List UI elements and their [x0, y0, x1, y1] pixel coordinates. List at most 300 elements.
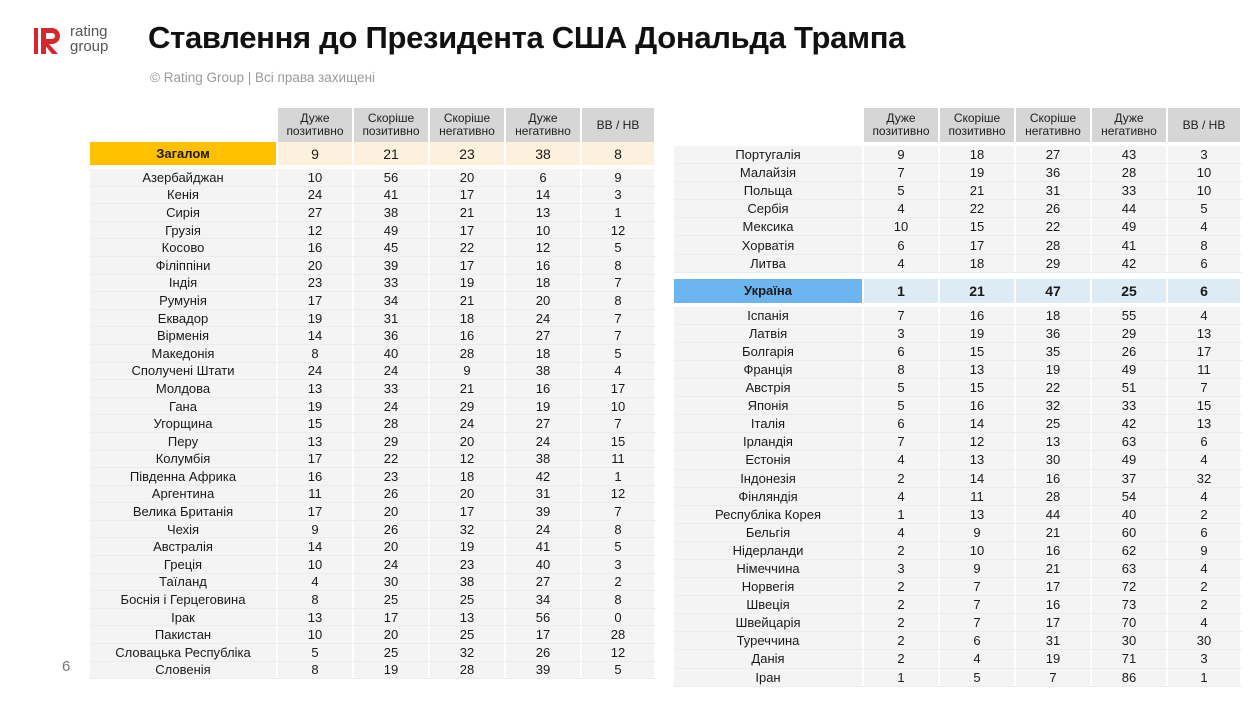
value-cell: 21 [430, 380, 506, 397]
value-cell: 6 [940, 632, 1016, 649]
table-row [90, 662, 656, 680]
value-cell: 2 [582, 574, 656, 591]
value-cell: 72 [1092, 578, 1168, 595]
value-cell: 7 [582, 275, 656, 292]
value-cell: 18 [940, 255, 1016, 272]
country-name: Перу [90, 433, 278, 450]
value-cell: 26 [1016, 200, 1092, 217]
header-blank-cell [674, 108, 864, 142]
value-cell: 28 [430, 662, 506, 679]
value-cell: 1 [1168, 669, 1242, 686]
value-cell: 14 [940, 470, 1016, 487]
table-row [90, 538, 656, 556]
value-cell: 1 [864, 279, 940, 303]
table-row [90, 187, 656, 205]
value-cell: 23 [430, 556, 506, 573]
value-cell: 14 [278, 538, 354, 555]
country-name: Південна Африка [90, 468, 278, 485]
table-row [674, 488, 1242, 506]
value-cell: 30 [1016, 451, 1092, 468]
value-cell: 12 [582, 222, 656, 239]
page-number: 6 [62, 658, 71, 675]
value-cell: 19 [278, 398, 354, 415]
value-cell: 10 [940, 542, 1016, 559]
table-row [90, 451, 656, 469]
value-cell: 16 [940, 397, 1016, 414]
value-cell: 8 [1168, 236, 1242, 253]
country-name: Кенія [90, 187, 278, 204]
value-cell: 17 [430, 187, 506, 204]
value-cell: 2 [1168, 506, 1242, 523]
value-cell: 49 [1092, 218, 1168, 235]
value-cell: 11 [582, 451, 656, 468]
value-cell: 5 [582, 538, 656, 555]
value-cell: 5 [582, 239, 656, 256]
value-cell: 38 [354, 204, 430, 221]
value-cell: 29 [1092, 325, 1168, 342]
value-cell: 56 [354, 169, 430, 186]
value-cell: 5 [278, 644, 354, 661]
country-name: Іспанія [674, 307, 864, 324]
value-cell: 47 [1016, 279, 1092, 303]
value-cell: 30 [1168, 632, 1242, 649]
value-cell: 9 [864, 146, 940, 163]
value-cell: 22 [430, 239, 506, 256]
value-cell: 54 [1092, 488, 1168, 505]
value-cell: 9 [430, 363, 506, 380]
value-cell: 13 [506, 204, 582, 221]
value-cell: 24 [278, 187, 354, 204]
country-name: Вірменія [90, 327, 278, 344]
value-cell: 5 [864, 182, 940, 199]
value-cell: 20 [354, 538, 430, 555]
value-cell: 49 [354, 222, 430, 239]
copyright-notice: © Rating Group | Всі права захищені [150, 70, 376, 85]
column-header: Скоріше негативно [1016, 108, 1092, 142]
value-cell: 8 [582, 142, 656, 165]
value-cell: 39 [506, 503, 582, 520]
value-cell: 6 [1168, 433, 1242, 450]
value-cell: 12 [940, 433, 1016, 450]
country-name: Австралія [90, 538, 278, 555]
value-cell: 24 [278, 363, 354, 380]
value-cell: 16 [278, 468, 354, 485]
value-cell: 24 [506, 310, 582, 327]
value-cell: 7 [582, 310, 656, 327]
value-cell: 1 [864, 506, 940, 523]
country-name: Угорщина [90, 415, 278, 432]
value-cell: 45 [354, 239, 430, 256]
value-cell: 60 [1092, 524, 1168, 541]
table-row [674, 307, 1242, 325]
country-name: Туреччина [674, 632, 864, 649]
value-cell: 11 [1168, 361, 1242, 378]
table-row [674, 236, 1242, 254]
table-row [90, 503, 656, 521]
value-cell: 30 [354, 574, 430, 591]
value-cell: 17 [430, 503, 506, 520]
table-row [90, 644, 656, 662]
value-cell: 27 [506, 574, 582, 591]
value-cell: 71 [1092, 650, 1168, 667]
value-cell: 16 [506, 380, 582, 397]
value-cell: 10 [1168, 182, 1242, 199]
value-cell: 15 [278, 415, 354, 432]
value-cell: 19 [1016, 361, 1092, 378]
country-name: Чехія [90, 521, 278, 538]
value-cell: 28 [1092, 164, 1168, 181]
value-cell: 7 [864, 164, 940, 181]
value-cell: 22 [1016, 218, 1092, 235]
value-cell: 38 [506, 142, 582, 165]
value-cell: 20 [354, 503, 430, 520]
value-cell: 2 [864, 470, 940, 487]
value-cell: 7 [1016, 669, 1092, 686]
value-cell: 7 [940, 614, 1016, 631]
value-cell: 38 [430, 574, 506, 591]
value-cell: 1 [582, 468, 656, 485]
value-cell: 42 [1092, 415, 1168, 432]
header-blank-cell [90, 108, 278, 142]
country-name: Швеція [674, 596, 864, 613]
value-cell: 8 [582, 257, 656, 274]
value-cell: 31 [354, 310, 430, 327]
value-cell: 13 [940, 451, 1016, 468]
value-cell: 8 [278, 345, 354, 362]
table-row [674, 397, 1242, 415]
value-cell: 19 [278, 310, 354, 327]
country-name: Італія [674, 415, 864, 432]
value-cell: 49 [1092, 361, 1168, 378]
table-row [90, 468, 656, 486]
value-cell: 2 [1168, 578, 1242, 595]
value-cell: 2 [1168, 596, 1242, 613]
page-title: Ставлення до Президента США Дональда Трампа [148, 20, 906, 55]
value-cell: 5 [582, 662, 656, 679]
country-name: Іран [674, 669, 864, 686]
value-cell: 39 [506, 662, 582, 679]
column-header: ВВ / НВ [1168, 108, 1242, 142]
value-cell: 44 [1016, 506, 1092, 523]
value-cell: 25 [430, 591, 506, 608]
country-name: Республіка Корея [674, 506, 864, 523]
table-row [90, 433, 656, 451]
value-cell: 63 [1092, 560, 1168, 577]
value-cell: 6 [1168, 279, 1242, 303]
value-cell: 9 [278, 142, 354, 165]
table-row [674, 361, 1242, 379]
value-cell: 11 [278, 486, 354, 503]
value-cell: 26 [1092, 343, 1168, 360]
country-name: Гана [90, 398, 278, 415]
logo-text [70, 24, 108, 54]
table-row [674, 200, 1242, 218]
value-cell: 25 [354, 591, 430, 608]
country-name: Сербія [674, 200, 864, 217]
value-cell: 16 [1016, 542, 1092, 559]
country-name: Фінляндія [674, 488, 864, 505]
value-cell: 37 [1092, 470, 1168, 487]
value-cell: 16 [940, 307, 1016, 324]
value-cell: 15 [582, 433, 656, 450]
value-cell: 4 [864, 488, 940, 505]
value-cell: 33 [1092, 182, 1168, 199]
table-row [90, 327, 656, 345]
table-row [674, 614, 1242, 632]
value-cell: 9 [582, 169, 656, 186]
table-row [674, 451, 1242, 469]
country-name: Литва [674, 255, 864, 272]
value-cell: 51 [1092, 379, 1168, 396]
table-row [90, 626, 656, 644]
value-cell: 6 [1168, 255, 1242, 272]
table-row [674, 578, 1242, 596]
logo-r-icon [34, 26, 64, 56]
value-cell: 3 [1168, 146, 1242, 163]
value-cell: 18 [1016, 307, 1092, 324]
country-name: Таїланд [90, 574, 278, 591]
value-cell: 20 [506, 292, 582, 309]
value-cell: 4 [864, 200, 940, 217]
company-logo [34, 24, 124, 58]
value-cell: 16 [506, 257, 582, 274]
table-row [90, 415, 656, 433]
column-header: ВВ / НВ [582, 108, 656, 142]
value-cell: 17 [506, 626, 582, 643]
country-name: Боснія і Герцеговина [90, 591, 278, 608]
value-cell: 39 [354, 257, 430, 274]
value-cell: 13 [430, 609, 506, 626]
table-row [674, 596, 1242, 614]
table-row [90, 380, 656, 398]
country-name: Мексика [674, 218, 864, 235]
value-cell: 24 [354, 363, 430, 380]
country-name: Португалія [674, 146, 864, 163]
value-cell: 5 [940, 669, 1016, 686]
table-row [90, 574, 656, 592]
table-row [674, 218, 1242, 236]
country-name: Нідерланди [674, 542, 864, 559]
value-cell: 4 [864, 451, 940, 468]
value-cell: 12 [278, 222, 354, 239]
value-cell: 19 [1016, 650, 1092, 667]
country-name: Німеччина [674, 560, 864, 577]
value-cell: 32 [430, 521, 506, 538]
table-row [674, 146, 1242, 164]
country-name: Австрія [674, 379, 864, 396]
value-cell: 26 [506, 644, 582, 661]
value-cell: 36 [1016, 325, 1092, 342]
value-cell: 43 [1092, 146, 1168, 163]
value-cell: 25 [1092, 279, 1168, 303]
value-cell: 27 [1016, 146, 1092, 163]
value-cell: 29 [354, 433, 430, 450]
value-cell: 16 [278, 239, 354, 256]
value-cell: 8 [278, 591, 354, 608]
value-cell: 3 [864, 560, 940, 577]
value-cell: 32 [1016, 397, 1092, 414]
value-cell: 4 [1168, 451, 1242, 468]
value-cell: 29 [1016, 255, 1092, 272]
value-cell: 9 [278, 521, 354, 538]
value-cell: 12 [506, 239, 582, 256]
country-name: Словенія [90, 662, 278, 679]
value-cell: 7 [582, 327, 656, 344]
value-cell: 5 [864, 379, 940, 396]
value-cell: 2 [864, 596, 940, 613]
value-cell: 5 [864, 397, 940, 414]
value-cell: 2 [864, 650, 940, 667]
value-cell: 19 [354, 662, 430, 679]
value-cell: 86 [1092, 669, 1168, 686]
value-cell: 21 [1016, 524, 1092, 541]
value-cell: 56 [506, 609, 582, 626]
left-data-table [90, 108, 656, 679]
value-cell: 14 [278, 327, 354, 344]
value-cell: 28 [582, 626, 656, 643]
value-cell: 17 [1016, 614, 1092, 631]
value-cell: 18 [506, 345, 582, 362]
value-cell: 22 [1016, 379, 1092, 396]
country-name: Загалом [90, 142, 278, 165]
value-cell: 13 [278, 433, 354, 450]
value-cell: 24 [354, 556, 430, 573]
value-cell: 12 [582, 644, 656, 661]
value-cell: 63 [1092, 433, 1168, 450]
value-cell: 11 [940, 488, 1016, 505]
value-cell: 10 [278, 169, 354, 186]
table-row [90, 204, 656, 222]
value-cell: 33 [354, 275, 430, 292]
value-cell: 15 [940, 343, 1016, 360]
value-cell: 38 [506, 451, 582, 468]
value-cell: 0 [582, 609, 656, 626]
table-row [90, 486, 656, 504]
value-cell: 21 [1016, 560, 1092, 577]
value-cell: 7 [940, 596, 1016, 613]
value-cell: 34 [506, 591, 582, 608]
value-cell: 16 [1016, 596, 1092, 613]
value-cell: 41 [506, 538, 582, 555]
table-row [674, 650, 1242, 668]
value-cell: 18 [430, 310, 506, 327]
value-cell: 2 [864, 542, 940, 559]
column-header: Скоріше негативно [430, 108, 506, 142]
value-cell: 2 [864, 578, 940, 595]
value-cell: 17 [1168, 343, 1242, 360]
country-name: Пакистан [90, 626, 278, 643]
country-name: Сирія [90, 204, 278, 221]
value-cell: 6 [864, 236, 940, 253]
value-cell: 42 [1092, 255, 1168, 272]
value-cell: 10 [864, 218, 940, 235]
value-cell: 20 [430, 169, 506, 186]
value-cell: 5 [1168, 200, 1242, 217]
country-name: Словацька Республіка [90, 644, 278, 661]
value-cell: 1 [582, 204, 656, 221]
value-cell: 7 [940, 578, 1016, 595]
value-cell: 4 [940, 650, 1016, 667]
value-cell: 20 [430, 433, 506, 450]
value-cell: 17 [1016, 578, 1092, 595]
country-name: Японія [674, 397, 864, 414]
value-cell: 6 [864, 415, 940, 432]
value-cell: 20 [354, 626, 430, 643]
value-cell: 10 [278, 556, 354, 573]
value-cell: 33 [1092, 397, 1168, 414]
value-cell: 12 [582, 486, 656, 503]
table-row [90, 591, 656, 609]
country-name: Аргентина [90, 486, 278, 503]
value-cell: 32 [1168, 470, 1242, 487]
value-cell: 25 [1016, 415, 1092, 432]
value-cell: 9 [940, 524, 1016, 541]
country-name: Колумбія [90, 451, 278, 468]
value-cell: 17 [430, 257, 506, 274]
value-cell: 6 [506, 169, 582, 186]
country-name: Греція [90, 556, 278, 573]
country-name: Бельгія [674, 524, 864, 541]
country-name: Україна [674, 279, 864, 303]
value-cell: 16 [430, 327, 506, 344]
value-cell: 73 [1092, 596, 1168, 613]
value-cell: 13 [278, 380, 354, 397]
country-name: Румунія [90, 292, 278, 309]
value-cell: 38 [506, 363, 582, 380]
country-name: Індонезія [674, 470, 864, 487]
value-cell: 13 [278, 609, 354, 626]
value-cell: 10 [1168, 164, 1242, 181]
value-cell: 27 [506, 415, 582, 432]
column-header: Скоріше позитивно [354, 108, 430, 142]
value-cell: 25 [430, 626, 506, 643]
table-row [674, 542, 1242, 560]
value-cell: 7 [864, 433, 940, 450]
value-cell: 13 [940, 506, 1016, 523]
value-cell: 19 [506, 398, 582, 415]
value-cell: 19 [430, 275, 506, 292]
table-row [90, 345, 656, 363]
table-row [674, 325, 1242, 343]
column-header: Дуже негативно [506, 108, 582, 142]
country-name: Косово [90, 239, 278, 256]
value-cell: 36 [354, 327, 430, 344]
value-cell: 34 [354, 292, 430, 309]
table-row [90, 239, 656, 257]
value-cell: 12 [430, 451, 506, 468]
value-cell: 41 [354, 187, 430, 204]
value-cell: 17 [278, 451, 354, 468]
value-cell: 24 [506, 433, 582, 450]
value-cell: 17 [582, 380, 656, 397]
value-cell: 24 [354, 398, 430, 415]
value-cell: 7 [1168, 379, 1242, 396]
value-cell: 4 [864, 255, 940, 272]
country-name: Норвегія [674, 578, 864, 595]
value-cell: 1 [864, 669, 940, 686]
table-row [90, 222, 656, 240]
value-cell: 28 [354, 415, 430, 432]
country-name: Польща [674, 182, 864, 199]
value-cell: 44 [1092, 200, 1168, 217]
country-name: Франція [674, 361, 864, 378]
table-row [674, 164, 1242, 182]
ukraine-row [674, 279, 1242, 303]
value-cell: 40 [354, 345, 430, 362]
value-cell: 41 [1092, 236, 1168, 253]
country-name: Грузія [90, 222, 278, 239]
value-cell: 14 [940, 415, 1016, 432]
